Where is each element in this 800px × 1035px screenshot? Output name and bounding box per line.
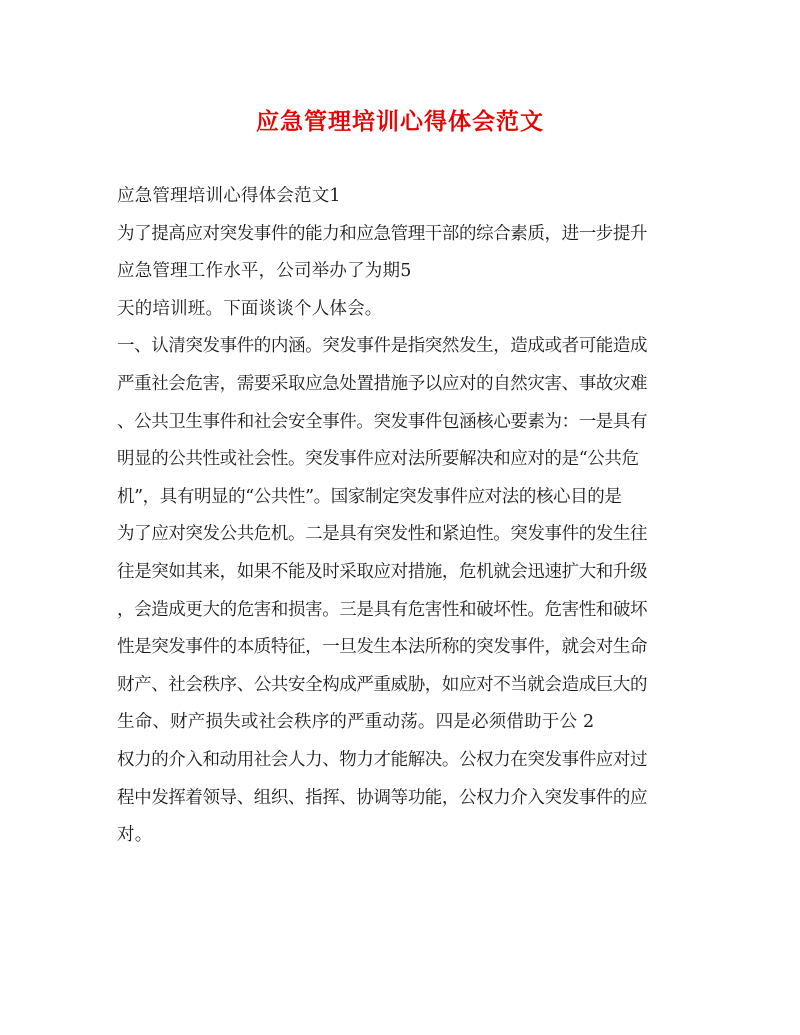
body-line-8: 明显的公共性或社会性。突发事件应对法所要解决和应对的是“公共危 <box>117 449 639 470</box>
body-line-3: 应急管理工作水平，公司举办了为期5 <box>117 261 412 282</box>
body-line-7: 、公共卫生事件和社会安全事件。突发事件包涵核心要素为：一是具有 <box>117 411 648 432</box>
body-line-16: 权力的介入和动用社会人力、物力才能解决。公权力在突发事件应对过 <box>117 749 648 770</box>
body-line-11: 往是突如其来，如果不能及时采取应对措施，危机就会迅速扩大和升级 <box>117 561 648 582</box>
body-line-18: 对。 <box>117 825 153 846</box>
body-line-1: 应急管理培训心得体会范文1 <box>117 186 341 206</box>
body-line-6: 严重社会危害，需要采取应急处置措施予以应对的自然灾害、事故灾难 <box>117 373 648 394</box>
body-line-10: 为了应对突发公共危机。二是具有突发性和紧迫性。突发事件的发生往 <box>117 524 648 545</box>
body-line-2: 为了提高应对突发事件的能力和应急管理干部的综合素质，进一步提升 <box>117 223 648 244</box>
body-line-5: 一、认清突发事件的内涵。突发事件是指突然发生，造成或者可能造成 <box>117 336 648 357</box>
body-line-15: 生命、财产损失或社会秩序的严重动荡。四是必须借助于公 2 <box>117 712 595 733</box>
body-line-12: ，会造成更大的危害和损害。三是具有危害性和破坏性。危害性和破坏 <box>117 599 648 620</box>
body-line-9: 机”，具有明显的“公共性”。国家制定突发事件应对法的核心目的是 <box>117 486 622 507</box>
document-title: 应急管理培训心得体会范文 <box>256 108 544 135</box>
body-line-17: 程中发挥着领导、组织、指挥、协调等功能，公权力介入突发事件的应 <box>117 787 648 808</box>
document-body <box>117 178 697 855</box>
body-line-14: 财产、社会秩序、公共安全构成严重威胁，如应对不当就会造成巨大的 <box>117 674 648 695</box>
body-line-13: 性是突发事件的本质特征，一旦发生本法所称的突发事件，就会对生命 <box>117 637 648 658</box>
body-line-4: 天的培训班。下面谈谈个人体会。 <box>117 298 383 319</box>
